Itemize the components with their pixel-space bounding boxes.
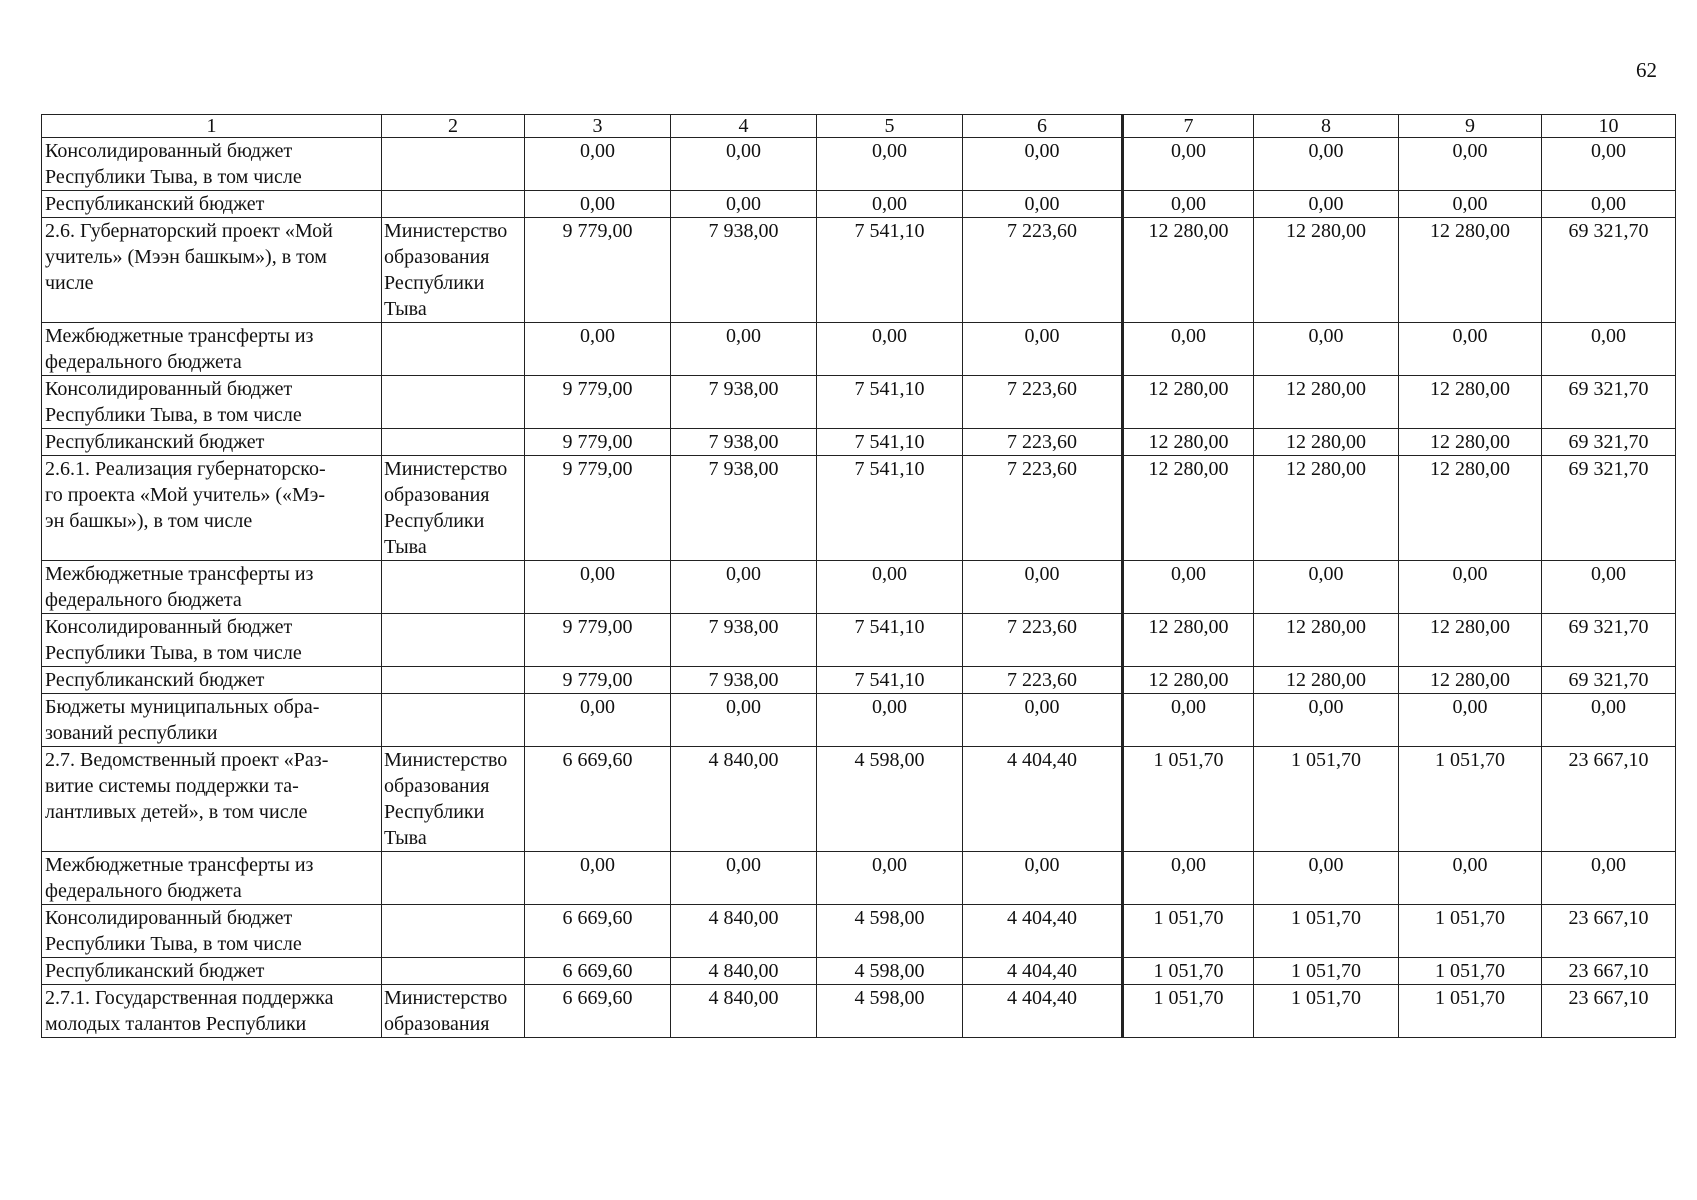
value-cell-col-5: 7 541,10: [817, 376, 963, 429]
value-cell-col-10: 69 321,70: [1542, 429, 1676, 456]
value-cell-col-4: 4 840,00: [671, 985, 817, 1038]
value-cell-col-7: 0,00: [1123, 852, 1254, 905]
responsible-cell: Министерство образования Республики Тыва: [382, 218, 525, 323]
value-cell-col-10: 23 667,10: [1542, 958, 1676, 985]
value-cell-col-10: 0,00: [1542, 323, 1676, 376]
responsible-cell: [382, 323, 525, 376]
value-cell-col-3: 0,00: [525, 191, 671, 218]
row-name-cell: Республиканский бюджет: [42, 958, 382, 985]
value-cell-col-3: 0,00: [525, 694, 671, 747]
value-cell-col-5: 7 541,10: [817, 667, 963, 694]
responsible-cell: [382, 376, 525, 429]
value-cell-col-5: 0,00: [817, 138, 963, 191]
table-row: [42, 667, 1676, 694]
row-name-cell: Межбюджетные трансферты из федерального бюджета: [42, 323, 382, 376]
value-cell-col-7: 12 280,00: [1123, 429, 1254, 456]
responsible-cell: [382, 852, 525, 905]
table-row: [42, 905, 1676, 958]
value-cell-col-9: 0,00: [1399, 138, 1542, 191]
value-cell-col-4: 7 938,00: [671, 376, 817, 429]
value-cell-col-8: 1 051,70: [1254, 905, 1399, 958]
value-cell-col-9: 0,00: [1399, 561, 1542, 614]
value-cell-col-7: 12 280,00: [1123, 218, 1254, 323]
value-cell-col-6: 7 223,60: [963, 667, 1123, 694]
responsible-cell: [382, 958, 525, 985]
value-cell-col-4: 7 938,00: [671, 614, 817, 667]
value-cell-col-5: 0,00: [817, 694, 963, 747]
value-cell-col-7: 1 051,70: [1123, 958, 1254, 985]
value-cell-col-6: 0,00: [963, 138, 1123, 191]
value-cell-col-9: 1 051,70: [1399, 905, 1542, 958]
value-cell-col-8: 12 280,00: [1254, 667, 1399, 694]
table-row: [42, 852, 1676, 905]
value-cell-col-9: 0,00: [1399, 694, 1542, 747]
value-cell-col-10: 0,00: [1542, 191, 1676, 218]
value-cell-col-3: 9 779,00: [525, 456, 671, 561]
value-cell-col-8: 1 051,70: [1254, 958, 1399, 985]
value-cell-col-5: 4 598,00: [817, 905, 963, 958]
column-header-2: 2: [382, 115, 525, 138]
value-cell-col-9: 1 051,70: [1399, 747, 1542, 852]
row-name-cell: 2.6.1. Реализация губернаторско- го проекта «Мой учитель» («Мэ- эн башкы»), в том числе: [42, 456, 382, 561]
value-cell-col-7: 1 051,70: [1123, 985, 1254, 1038]
value-cell-col-10: 69 321,70: [1542, 376, 1676, 429]
value-cell-col-4: 7 938,00: [671, 218, 817, 323]
value-cell-col-10: 23 667,10: [1542, 985, 1676, 1038]
value-cell-col-5: 7 541,10: [817, 614, 963, 667]
column-header-10: 10: [1542, 115, 1676, 138]
value-cell-col-5: 7 541,10: [817, 218, 963, 323]
table-row: [42, 985, 1676, 1038]
value-cell-col-10: 0,00: [1542, 694, 1676, 747]
value-cell-col-6: 0,00: [963, 561, 1123, 614]
value-cell-col-9: 12 280,00: [1399, 376, 1542, 429]
table-row: [42, 694, 1676, 747]
value-cell-col-7: 0,00: [1123, 561, 1254, 614]
value-cell-col-6: 7 223,60: [963, 376, 1123, 429]
value-cell-col-6: 4 404,40: [963, 905, 1123, 958]
value-cell-col-4: 0,00: [671, 852, 817, 905]
row-name-cell: Межбюджетные трансферты из федерального бюджета: [42, 852, 382, 905]
table-row: [42, 323, 1676, 376]
column-header-7: 7: [1123, 115, 1254, 138]
value-cell-col-3: 9 779,00: [525, 667, 671, 694]
responsible-cell: [382, 905, 525, 958]
value-cell-col-7: 0,00: [1123, 694, 1254, 747]
table-row: [42, 456, 1676, 561]
value-cell-col-4: 0,00: [671, 694, 817, 747]
value-cell-col-4: 4 840,00: [671, 958, 817, 985]
column-number-row: [42, 115, 1676, 138]
table-row: [42, 429, 1676, 456]
value-cell-col-10: 0,00: [1542, 561, 1676, 614]
value-cell-col-10: 0,00: [1542, 138, 1676, 191]
value-cell-col-6: 7 223,60: [963, 614, 1123, 667]
table-row: [42, 614, 1676, 667]
table-row: [42, 747, 1676, 852]
value-cell-col-5: 0,00: [817, 323, 963, 376]
table-row: [42, 561, 1676, 614]
responsible-cell: Министерство образования Республики Тыва: [382, 747, 525, 852]
value-cell-col-3: 0,00: [525, 852, 671, 905]
value-cell-col-6: 0,00: [963, 191, 1123, 218]
value-cell-col-3: 0,00: [525, 561, 671, 614]
value-cell-col-6: 0,00: [963, 323, 1123, 376]
row-name-cell: Консолидированный бюджет Республики Тыва, в том числе: [42, 614, 382, 667]
value-cell-col-6: 7 223,60: [963, 456, 1123, 561]
value-cell-col-9: 12 280,00: [1399, 667, 1542, 694]
row-name-cell: Межбюджетные трансферты из федерального бюджета: [42, 561, 382, 614]
page-number: 62: [1636, 58, 1657, 82]
value-cell-col-3: 9 779,00: [525, 376, 671, 429]
value-cell-col-5: 7 541,10: [817, 429, 963, 456]
value-cell-col-4: 0,00: [671, 323, 817, 376]
table-body: [42, 138, 1676, 1038]
value-cell-col-9: 12 280,00: [1399, 614, 1542, 667]
value-cell-col-4: 7 938,00: [671, 456, 817, 561]
value-cell-col-5: 0,00: [817, 852, 963, 905]
value-cell-col-10: 69 321,70: [1542, 614, 1676, 667]
value-cell-col-5: 4 598,00: [817, 958, 963, 985]
value-cell-col-10: 69 321,70: [1542, 456, 1676, 561]
column-header-1: 1: [42, 115, 382, 138]
budget-table: [41, 114, 1676, 1038]
value-cell-col-8: 0,00: [1254, 323, 1399, 376]
column-header-3: 3: [525, 115, 671, 138]
responsible-cell: Министерство образования Республики Тыва: [382, 456, 525, 561]
value-cell-col-4: 4 840,00: [671, 905, 817, 958]
value-cell-col-8: 1 051,70: [1254, 985, 1399, 1038]
value-cell-col-5: 0,00: [817, 191, 963, 218]
value-cell-col-9: 0,00: [1399, 191, 1542, 218]
value-cell-col-7: 12 280,00: [1123, 456, 1254, 561]
value-cell-col-3: 9 779,00: [525, 614, 671, 667]
value-cell-col-8: 12 280,00: [1254, 218, 1399, 323]
value-cell-col-8: 12 280,00: [1254, 456, 1399, 561]
table-row: [42, 958, 1676, 985]
value-cell-col-8: 12 280,00: [1254, 429, 1399, 456]
value-cell-col-4: 4 840,00: [671, 747, 817, 852]
value-cell-col-4: 0,00: [671, 138, 817, 191]
row-name-cell: Консолидированный бюджет Республики Тыва, в том числе: [42, 138, 382, 191]
row-name-cell: Республиканский бюджет: [42, 667, 382, 694]
value-cell-col-3: 0,00: [525, 138, 671, 191]
value-cell-col-8: 1 051,70: [1254, 747, 1399, 852]
value-cell-col-8: 12 280,00: [1254, 376, 1399, 429]
value-cell-col-6: 0,00: [963, 852, 1123, 905]
row-name-cell: Республиканский бюджет: [42, 429, 382, 456]
row-name-cell: 2.6. Губернаторский проект «Мой учитель» (Мээн башкым»), в том числе: [42, 218, 382, 323]
value-cell-col-4: 7 938,00: [671, 667, 817, 694]
responsible-cell: Министерство образования: [382, 985, 525, 1038]
value-cell-col-9: 12 280,00: [1399, 218, 1542, 323]
value-cell-col-3: 9 779,00: [525, 429, 671, 456]
value-cell-col-8: 0,00: [1254, 138, 1399, 191]
value-cell-col-10: 69 321,70: [1542, 218, 1676, 323]
value-cell-col-5: 7 541,10: [817, 456, 963, 561]
value-cell-col-6: 4 404,40: [963, 985, 1123, 1038]
value-cell-col-8: 0,00: [1254, 191, 1399, 218]
value-cell-col-10: 23 667,10: [1542, 905, 1676, 958]
row-name-cell: Консолидированный бюджет Республики Тыва, в том числе: [42, 905, 382, 958]
column-header-8: 8: [1254, 115, 1399, 138]
value-cell-col-10: 23 667,10: [1542, 747, 1676, 852]
value-cell-col-9: 12 280,00: [1399, 456, 1542, 561]
responsible-cell: [382, 138, 525, 191]
value-cell-col-4: 0,00: [671, 191, 817, 218]
value-cell-col-7: 12 280,00: [1123, 614, 1254, 667]
column-header-4: 4: [671, 115, 817, 138]
value-cell-col-7: 0,00: [1123, 138, 1254, 191]
value-cell-col-9: 0,00: [1399, 323, 1542, 376]
column-header-9: 9: [1399, 115, 1542, 138]
value-cell-col-9: 1 051,70: [1399, 985, 1542, 1038]
value-cell-col-9: 12 280,00: [1399, 429, 1542, 456]
value-cell-col-7: 1 051,70: [1123, 747, 1254, 852]
value-cell-col-5: 4 598,00: [817, 747, 963, 852]
value-cell-col-3: 9 779,00: [525, 218, 671, 323]
value-cell-col-3: 6 669,60: [525, 958, 671, 985]
row-name-cell: Бюджеты муниципальных обра- зований республики: [42, 694, 382, 747]
value-cell-col-8: 12 280,00: [1254, 614, 1399, 667]
responsible-cell: [382, 429, 525, 456]
value-cell-col-3: 6 669,60: [525, 985, 671, 1038]
row-name-cell: 2.7. Ведомственный проект «Раз- витие системы поддержки та- лантливых детей», в том числе: [42, 747, 382, 852]
column-header-5: 5: [817, 115, 963, 138]
value-cell-col-8: 0,00: [1254, 852, 1399, 905]
table-row: [42, 218, 1676, 323]
value-cell-col-3: 6 669,60: [525, 905, 671, 958]
value-cell-col-6: 0,00: [963, 694, 1123, 747]
value-cell-col-3: 0,00: [525, 323, 671, 376]
value-cell-col-6: 7 223,60: [963, 218, 1123, 323]
value-cell-col-9: 1 051,70: [1399, 958, 1542, 985]
value-cell-col-5: 4 598,00: [817, 985, 963, 1038]
responsible-cell: [382, 561, 525, 614]
table-row: [42, 191, 1676, 218]
table-row: [42, 376, 1676, 429]
row-name-cell: Республиканский бюджет: [42, 191, 382, 218]
responsible-cell: [382, 694, 525, 747]
responsible-cell: [382, 191, 525, 218]
table-row: [42, 138, 1676, 191]
value-cell-col-7: 1 051,70: [1123, 905, 1254, 958]
column-header-6: 6: [963, 115, 1123, 138]
value-cell-col-7: 0,00: [1123, 323, 1254, 376]
responsible-cell: [382, 667, 525, 694]
value-cell-col-8: 0,00: [1254, 694, 1399, 747]
value-cell-col-4: 7 938,00: [671, 429, 817, 456]
value-cell-col-7: 12 280,00: [1123, 376, 1254, 429]
value-cell-col-10: 69 321,70: [1542, 667, 1676, 694]
value-cell-col-3: 6 669,60: [525, 747, 671, 852]
value-cell-col-5: 0,00: [817, 561, 963, 614]
value-cell-col-6: 4 404,40: [963, 958, 1123, 985]
value-cell-col-7: 12 280,00: [1123, 667, 1254, 694]
value-cell-col-6: 7 223,60: [963, 429, 1123, 456]
value-cell-col-6: 4 404,40: [963, 747, 1123, 852]
value-cell-col-4: 0,00: [671, 561, 817, 614]
row-name-cell: Консолидированный бюджет Республики Тыва, в том числе: [42, 376, 382, 429]
value-cell-col-7: 0,00: [1123, 191, 1254, 218]
value-cell-col-10: 0,00: [1542, 852, 1676, 905]
value-cell-col-8: 0,00: [1254, 561, 1399, 614]
responsible-cell: [382, 614, 525, 667]
value-cell-col-9: 0,00: [1399, 852, 1542, 905]
row-name-cell: 2.7.1. Государственная поддержка молодых талантов Республики: [42, 985, 382, 1038]
